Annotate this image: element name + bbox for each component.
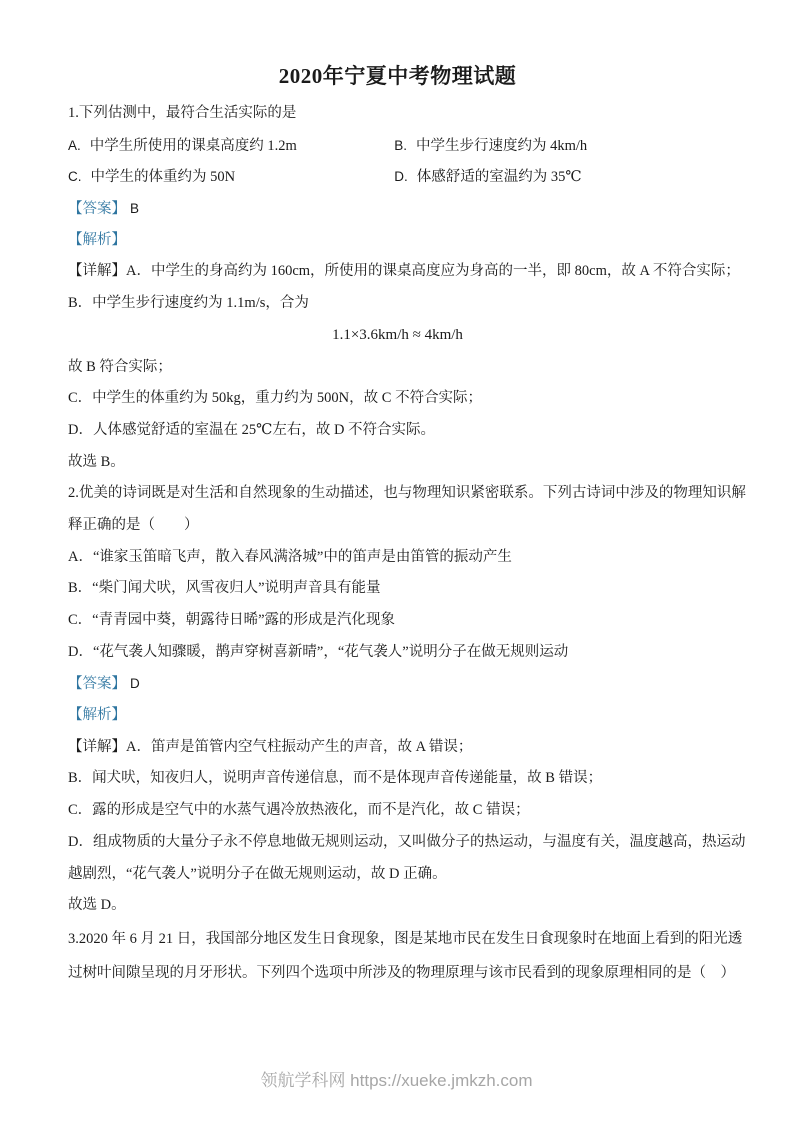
- question-1-detail-line: 故 B 符合实际；: [68, 358, 172, 375]
- question-2-detail-line: C．露的形成是空气中的水蒸气遇冷放热液化，而不是汽化，故 C 错误；: [68, 802, 530, 819]
- question-2-detail-line: 越剧烈，“花气袭人”说明分子在做无规则运动，故 D 正确。: [68, 865, 447, 882]
- question-1-detail-line: 【详解】A．中学生的身高约为 160cm，所使用的课桌高度应为身高的一半，即 80cm，故 A 不符合实际；: [68, 263, 740, 280]
- question-2-detail-line: B．闻犬吠，知夜归人，说明声音传递信息，而不是体现声音传递能量，故 B 错误；: [68, 770, 603, 787]
- analysis-label: 【解析】: [68, 707, 126, 724]
- question-2-conclusion: 故选 D。: [68, 897, 126, 914]
- question-1-detail-line: D．人体感觉舒适的室温在 25℃左右，故 D 不符合实际。: [68, 421, 436, 438]
- option-text: 体感舒适的室温约为 35℃: [416, 169, 582, 186]
- option-text: 中学生所使用的课桌高度约 1.2m: [89, 137, 297, 154]
- answer-label: 【答案】: [68, 676, 126, 693]
- question-1-option-a: [68, 130, 394, 162]
- answer-label: 【答案】: [68, 201, 126, 218]
- question-1-detail-line: C．中学生的体重约为 50kg，重力约为 500N，故 C 不符合实际；: [68, 390, 483, 407]
- question-1-options-row-cd: [68, 161, 727, 193]
- question-1-conclusion: 故选 B。: [68, 453, 125, 470]
- question-1-detail-line: B．中学生步行速度约为 1.1m/s，合为: [68, 295, 309, 312]
- option-text: 中学生的体重约为 50N: [90, 169, 236, 186]
- question-3: [68, 922, 743, 991]
- question-2-stem: 2.优美的诗词既是对生活和自然现象的生动描述，也与物理知识紧密联系。下列古诗词中涉及的物理知识解: [68, 485, 746, 502]
- question-1: [68, 98, 740, 478]
- option-letter: C.: [68, 169, 82, 185]
- question-1-analysis-line: [68, 225, 727, 257]
- question-2-analysis-line: [68, 700, 727, 732]
- option-text: 中学生步行速度约为 4km/h: [415, 137, 588, 154]
- question-1-option-c: [68, 161, 394, 193]
- question-2-option-b: B．“柴门闻犬吠，风雪夜归人”说明声音具有能量: [68, 580, 381, 597]
- question-1-options-row-ab: [68, 130, 727, 162]
- answer-value: B: [130, 201, 140, 217]
- answer-value: D: [130, 676, 140, 692]
- page-title: 2020年宁夏中考物理试题: [278, 64, 517, 88]
- question-1-stem: 1.下列估测中，最符合生活实际的是: [68, 105, 297, 121]
- question-2-detail-line: D．组成物质的大量分子永不停息地做无规则运动，又叫做分子的热运动，与温度有关，温度越高，热运动: [68, 833, 746, 850]
- option-letter: B.: [394, 137, 407, 153]
- question-2-detail-line: 【详解】A．笛声是笛管内空气柱振动产生的声音，故 A 错误；: [68, 738, 473, 755]
- question-1-formula: 1.1×3.6km/h ≈ 4km/h: [332, 326, 463, 343]
- question-2-stem: 释正确的是（ ）: [68, 516, 199, 533]
- question-2-option-d: D．“花气袭人知骤暖，鹊声穿树喜新晴”，“花气袭人”说明分子在做无规则运动: [68, 643, 569, 660]
- document-content: [68, 56, 746, 991]
- analysis-label: 【解析】: [68, 231, 126, 248]
- question-1-option-b: [394, 130, 727, 162]
- question-2-option-c: C．“青青园中葵，朝露待日晞”露的形成是汽化现象: [68, 612, 396, 628]
- question-3-stem: 过树叶间隙呈现的月牙形状。下列四个选项中所涉及的物理原理与该市民看到的现象原理相同的是（ ）: [68, 965, 735, 982]
- question-1-answer-line: [68, 193, 727, 225]
- question-1-option-d: [394, 161, 727, 193]
- option-letter: A.: [68, 137, 81, 153]
- option-letter: D.: [394, 169, 408, 185]
- question-3-stem: 3.2020 年 6 月 21 日，我国部分地区发生日食现象，图是某地市民在发生日食现象时在地面上看到的阳光透: [68, 930, 743, 947]
- question-2-option-a: A．“谁家玉笛暗飞声，散入春风满洛城”中的笛声是由笛管的振动产生: [68, 548, 512, 565]
- question-2: [68, 478, 746, 922]
- question-2-answer-line: [68, 668, 727, 700]
- watermark: 领航学科网 https://xueke.jmkzh.com: [260, 1071, 533, 1090]
